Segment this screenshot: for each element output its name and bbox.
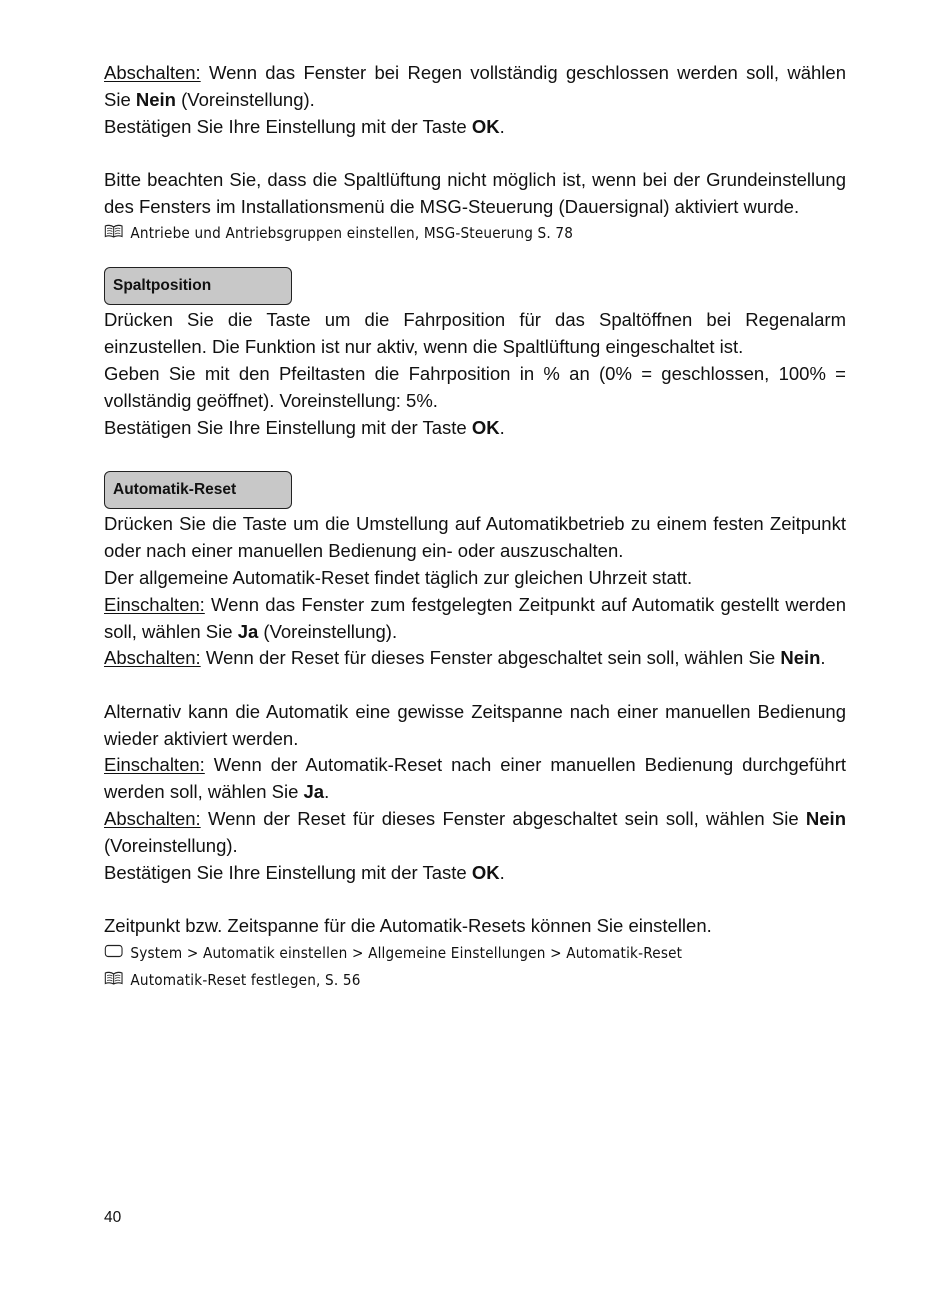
automatik-reset-daily: Der allgemeine Automatik-Reset findet täglich zur gleichen Uhrzeit statt. <box>104 567 693 589</box>
abschalten-text: Wenn der Reset für dieses Fenster abgeschaltet sein soll, wählen Sie <box>200 807 806 829</box>
rain-setting-block <box>104 60 846 247</box>
einschalten-text-end: . <box>324 781 330 803</box>
automatik-reset-block <box>104 471 846 993</box>
confirm-paragraph <box>104 114 846 141</box>
menu-path-text: System > Automatik einstellen > Allgemeine Einstellungen > Automatik-Reset <box>130 943 683 962</box>
automatik-reset-confirm <box>104 860 846 887</box>
book-reference <box>104 967 757 994</box>
confirm-end: . <box>499 416 505 438</box>
page-content <box>104 60 846 994</box>
spaltposition-instruction: Geben Sie mit den Pfeiltasten die Fahrposition in % an (0% = geschlossen, 100% = vollständig geöffnet). Voreinstellung: 5%. <box>104 363 846 411</box>
einschalten-label: Einschalten: <box>104 754 205 776</box>
nein-option: Nein <box>805 807 846 829</box>
abschalten-text-end: . <box>820 647 826 669</box>
einschalten-paragraph-1 <box>104 592 846 646</box>
automatik-reset-key: Automatik-Reset <box>104 471 292 509</box>
spaltposition-description: Drücken Sie die Taste um die Fahrposition für das Spaltöffnen bei Regenalarm einzustellen. Die Funktion ist nur aktiv, wenn die Spaltlüftung eingeschaltet ist. <box>104 309 846 358</box>
nein-option: Nein <box>780 647 821 669</box>
confirm-end: . <box>499 115 505 137</box>
book-reference-text: Automatik-Reset festlegen, S. 56 <box>130 970 361 989</box>
book-icon <box>104 220 123 247</box>
confirm-end: . <box>499 861 505 883</box>
abschalten-paragraph-2 <box>104 806 846 860</box>
abschalten-label: Abschalten: <box>104 62 201 83</box>
final-paragraph: Zeitpunkt bzw. Zeitspanne für die Automatik-Resets können Sie einstellen. <box>104 914 712 936</box>
abschalten-text: Wenn der Reset für dieses Fenster abgeschaltet sein soll, wählen Sie <box>200 647 781 669</box>
ja-option: Ja <box>237 620 259 642</box>
abschalten-label: Abschalten: <box>104 807 201 829</box>
abschalten-paragraph-1 <box>104 645 846 672</box>
einschalten-text-end: (Voreinstellung). <box>258 620 398 642</box>
confirm-text: Bestätigen Sie Ihre Einstellung mit der Taste <box>104 416 472 438</box>
book-icon <box>104 967 123 994</box>
einschalten-label: Einschalten: <box>104 593 205 615</box>
ja-option: Ja <box>303 781 325 803</box>
abschalten-text-end: (Voreinstellung). <box>175 88 315 110</box>
note-paragraph: Bitte beachten Sie, dass die Spaltlüftung nicht möglich ist, wenn bei der Grundeinstellung des Fensters im Installationsmenü die MSG-Steuerung (Dauersignal) aktiviert wurde. <box>104 168 846 217</box>
spaltposition-block <box>104 267 846 441</box>
nein-option: Nein <box>135 88 176 110</box>
display-icon <box>104 940 123 967</box>
ok-key: OK <box>471 115 500 137</box>
einschalten-text: Wenn das Fenster zum festgelegten Zeitpunkt auf Automatik gestellt werden soll, wählen Sie <box>104 593 846 642</box>
ok-key: OK <box>471 416 500 438</box>
abschalten-paragraph <box>104 60 846 114</box>
abschalten-text: Wenn das Fenster bei Regen vollständig geschlossen werden soll, wählen Sie <box>104 62 846 110</box>
menu-path-reference <box>104 940 757 967</box>
page-number: 40 <box>104 1209 122 1226</box>
alternative-paragraph: Alternativ kann die Automatik eine gewisse Zeitspanne nach einer manuellen Bedienung wieder aktiviert werden. <box>104 700 846 749</box>
spaltposition-confirm <box>104 415 846 442</box>
confirm-text: Bestätigen Sie Ihre Einstellung mit der Taste <box>104 861 472 883</box>
einschalten-paragraph-2 <box>104 752 846 806</box>
ok-key: OK <box>471 861 500 883</box>
einschalten-text: Wenn der Automatik-Reset nach einer manuellen Bedienung durchgeführt werden soll, wählen Sie <box>104 754 846 803</box>
abschalten-text-end: (Voreinstellung). <box>104 834 238 856</box>
automatik-reset-description: Drücken Sie die Taste um die Umstellung auf Automatikbetrieb zu einem festen Zeitpunkt oder nach einer manuellen Bedienung ein- oder auszuschalten. <box>104 513 846 562</box>
book-reference-text: Antriebe und Antriebsgruppen einstellen, MSG-Steuerung S. 78 <box>130 224 574 243</box>
abschalten-label: Abschalten: <box>104 647 201 669</box>
spaltposition-key: Spaltposition <box>104 267 292 305</box>
confirm-text: Bestätigen Sie Ihre Einstellung mit der Taste <box>104 115 472 137</box>
book-reference <box>104 220 757 247</box>
